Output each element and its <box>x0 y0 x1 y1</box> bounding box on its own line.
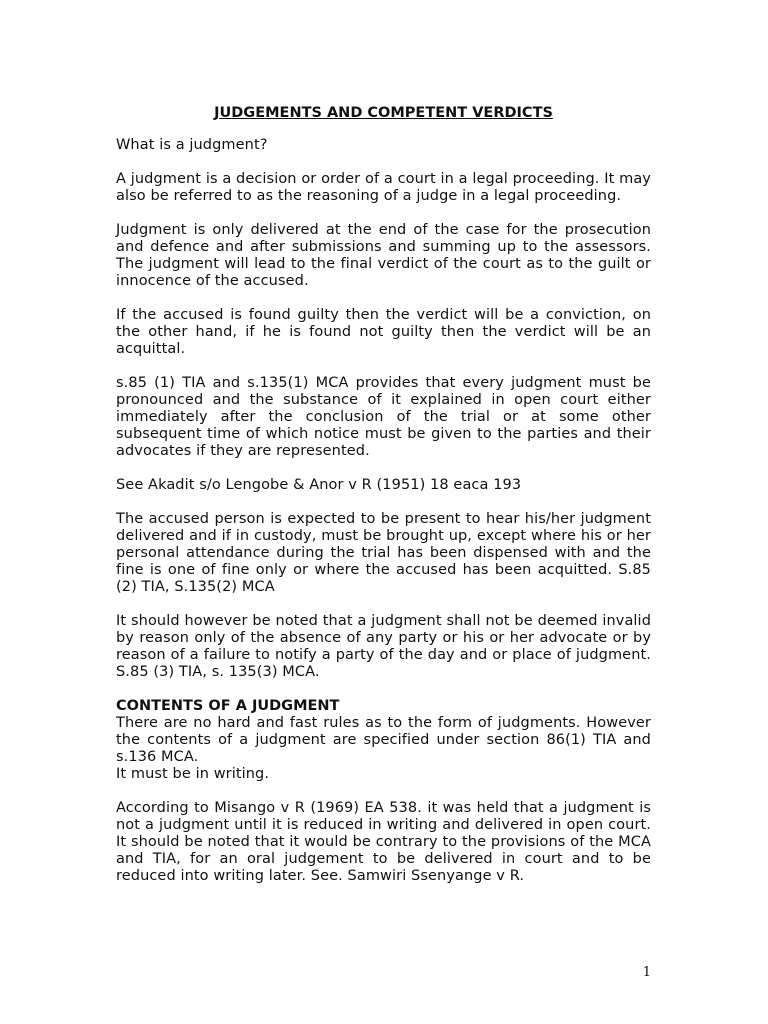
paragraph: There are no hard and fast rules as to the form of judgments. However the contents of a judgment are specified under section 86(1) TIA and s.136 MCA. <box>116 715 651 765</box>
section-heading: CONTENTS OF A JUDGMENT <box>116 698 340 714</box>
paragraph: It should however be noted that a judgment shall not be deemed invalid by reason only of the absence of any party or his or her advocate or by reason of a failure to notify a party of the day and or place of judgment. S.85 (3) TIA, s. 135(3) MCA. <box>116 613 651 680</box>
question-text: What is a judgment? <box>116 137 268 153</box>
document-page <box>116 103 651 902</box>
paragraph: s.85 (1) TIA and s.135(1) MCA provides that every judgment must be pronounced and the substance of it explained in open court either immediately after the conclusion of the trial or at some other subsequent time of which notice must be given to the parties and their advocates if they are represented. <box>116 375 651 459</box>
page-number: 1 <box>642 965 651 980</box>
paragraph: According to Misango v R (1969) EA 538. it was held that a judgment is not a judgment until it is reduced in writing and delivered in open court. It should be noted that it would be contrary to the provisions of the MCA and TIA, for an oral judgement to be delivered in court and to be reduced into writing later. See. Samwiri Ssenyange v R. <box>116 800 651 884</box>
paragraph: Judgment is only delivered at the end of the case for the prosecution and defence and after submissions and summing up to the assessors. The judgment will lead to the final verdict of the court as to the guilt or innocence of the accused. <box>116 222 651 289</box>
paragraph: A judgment is a decision or order of a court in a legal proceeding. It may also be referred to as the reasoning of a judge in a legal proceeding. <box>116 171 651 204</box>
case-citation: See Akadit s/o Lengobe & Anor v R (1951) 18 eaca 193 <box>116 477 522 493</box>
paragraph: If the accused is found guilty then the verdict will be a conviction, on the other hand, if he is found not guilty then the verdict will be an acquittal. <box>116 307 651 357</box>
paragraph: It must be in writing. <box>116 766 270 782</box>
paragraph: The accused person is expected to be present to hear his/her judgment delivered and if in custody, must be brought up, except where his or her personal attendance during the trial has been dispensed with and the fine is one of fine only or where the accused has been acquitted. S.85 (2) TIA, S.135(2) MCA <box>116 511 651 595</box>
document-title: JUDGEMENTS AND COMPETENT VERDICTS <box>214 105 553 121</box>
